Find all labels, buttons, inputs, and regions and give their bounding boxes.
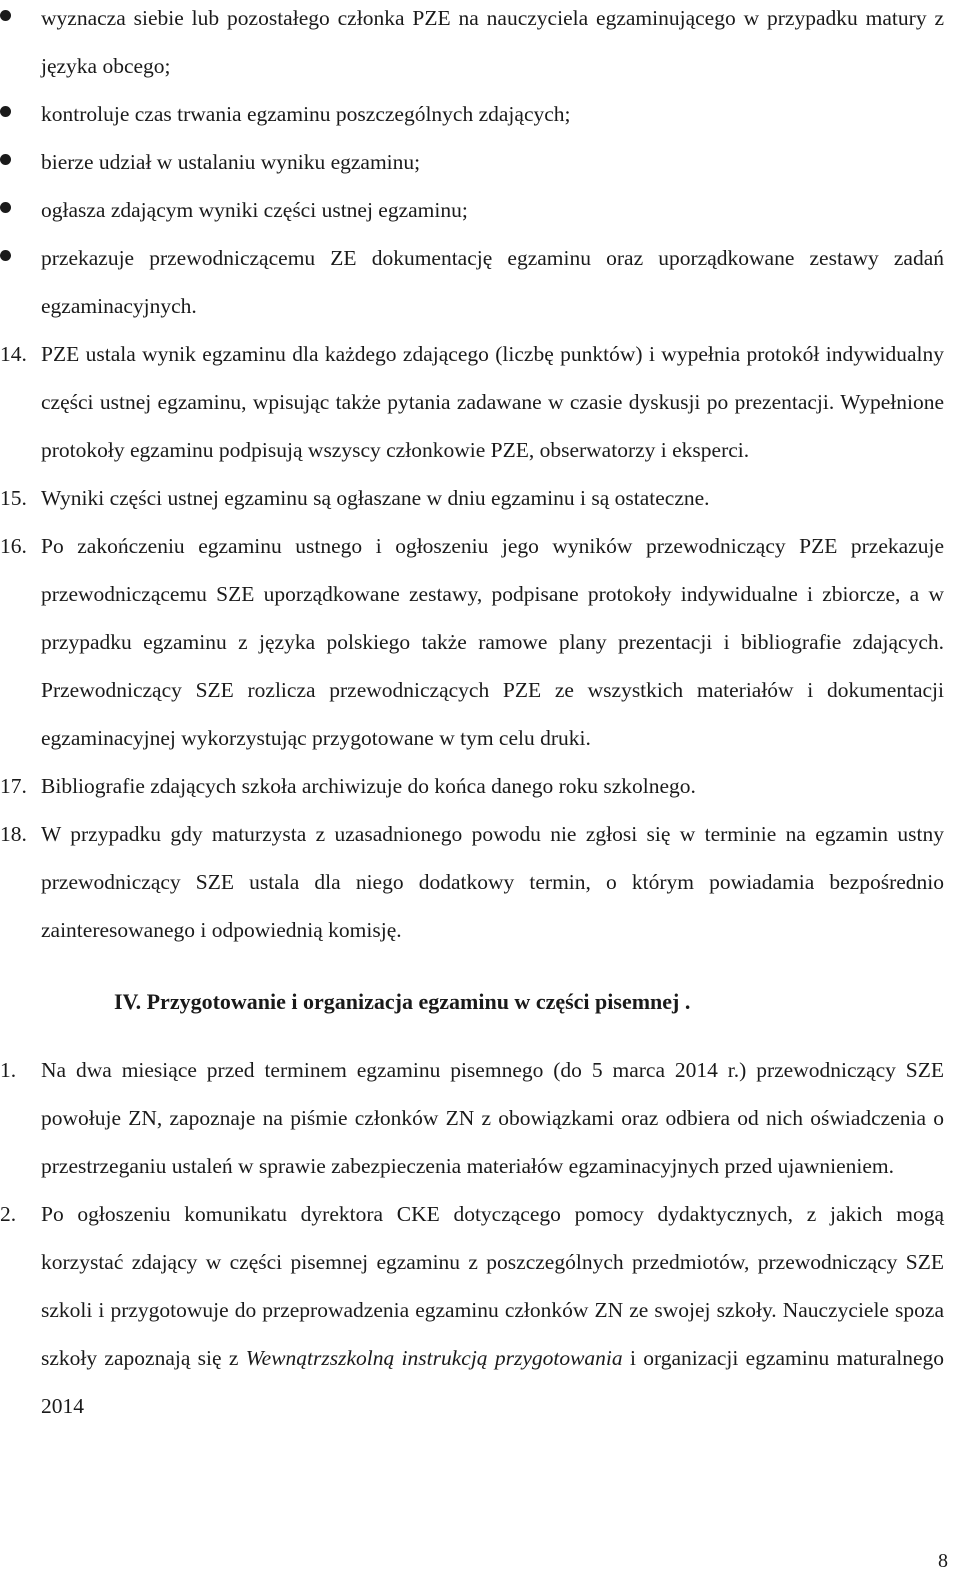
item-number: 16. (0, 534, 27, 558)
bullet-item-4: ogłasza zdającym wyniki części ustnej egzaminu; (0, 186, 952, 234)
item-text: Na dwa miesiące przed terminem egzaminu pisemnego (do 5 marca 2014 r.) przewodniczący SZE powołuje ZN, zapoznaje na piśmie członków ZN z obowiązkami oraz odbiera od nich oświadczenia o przestrzeganiu ustaleń w sprawie zabezpieczenia materiałów egzaminacyjnych przed ujawnieniem. (41, 1058, 944, 1178)
item-number: 14. (0, 342, 27, 366)
item-text: Po zakończeniu egzaminu ustnego i ogłoszeniu jego wyników przewodniczący PZE przekazuje przewodniczącemu SZE uporządkowane zestawy, podpisane protokoły indywidualne i zbiorcze, a w przypadku egzaminu z języka polskiego także ramowe plany prezentacji i bibliografie zdających. Przewodniczący SZE rozlicza przewodniczących PZE ze wszystkich materiałów i dokumentacji egzaminacyjnej wykorzystując przygotowane w tym celu druki. (41, 534, 944, 750)
item-text-before: Po ogłoszeniu komunikatu dyrektora CKE dotyczącego pomocy dydaktycznych, z jakich mogą korzystać zdający w części pisemnej egzaminu z poszczególnych przedmiotów, przewodniczący SZE szkoli i przygotowuje do przeprowadzenia egzaminu członków ZN ze swojej szkoły. Nauczyciele spoza szkoły zapoznają się z (41, 1202, 944, 1370)
numbered-item-2 (0, 1190, 952, 1430)
numbered-item-14 (0, 330, 952, 474)
numbered-list-a (0, 330, 952, 954)
bullet-item-3: bierze udział w ustalaniu wyniku egzaminu; (0, 138, 952, 186)
numbered-item-15 (0, 474, 952, 522)
numbered-list-b (0, 1046, 952, 1430)
item-text-after: i organizacji egzaminu maturalnego 2014 (41, 1346, 944, 1418)
bullet-item-5: przekazuje przewodniczącemu ZE dokumentację egzaminu oraz uporządkowane zestawy zadań egzaminacyjnych. (0, 234, 952, 330)
item-text: Wyniki części ustnej egzaminu są ogłaszane w dniu egzaminu i są ostateczne. (41, 486, 710, 510)
item-text: W przypadku gdy maturzysta z uzasadnionego powodu nie zgłosi się w terminie na egzamin ustny przewodniczący SZE ustala dla niego dodatkowy termin, o którym powiadamia bezpośrednio zainteresowanego i odpowiednią komisję. (41, 822, 944, 942)
bullet-list (0, 0, 952, 330)
item-text: Bibliografie zdających szkoła archiwizuje do końca danego roku szkolnego. (41, 774, 696, 798)
numbered-item-18 (0, 810, 952, 954)
section-heading: IV. Przygotowanie i organizacja egzaminu w części pisemnej . (114, 989, 691, 1014)
item-number: 1. (0, 1058, 17, 1082)
bullet-item-2: kontroluje czas trwania egzaminu poszczególnych zdających; (0, 90, 952, 138)
numbered-item-1 (0, 1046, 952, 1190)
item-number: 2. (0, 1202, 17, 1226)
item-number: 15. (0, 486, 27, 510)
item-text-italic: Wewnątrzszkolną instrukcją przygotowania (245, 1346, 623, 1370)
item-number: 17. (0, 774, 27, 798)
item-text: PZE ustala wynik egzaminu dla każdego zdającego (liczbę punktów) i wypełnia protokół indywidualny części ustnej egzaminu, wpisując także pytania zadawane w czasie dyskusji po prezentacji. Wypełnione protokoły egzaminu podpisują wszyscy członkowie PZE, obserwatorzy i eksperci. (41, 342, 944, 462)
numbered-item-16 (0, 522, 952, 762)
item-number: 18. (0, 822, 27, 846)
page-number: 8 (938, 1550, 948, 1572)
bullet-item-1: wyznacza siebie lub pozostałego członka PZE na nauczyciela egzaminującego w przypadku matury z języka obcego; (0, 0, 952, 90)
numbered-item-17 (0, 762, 952, 810)
